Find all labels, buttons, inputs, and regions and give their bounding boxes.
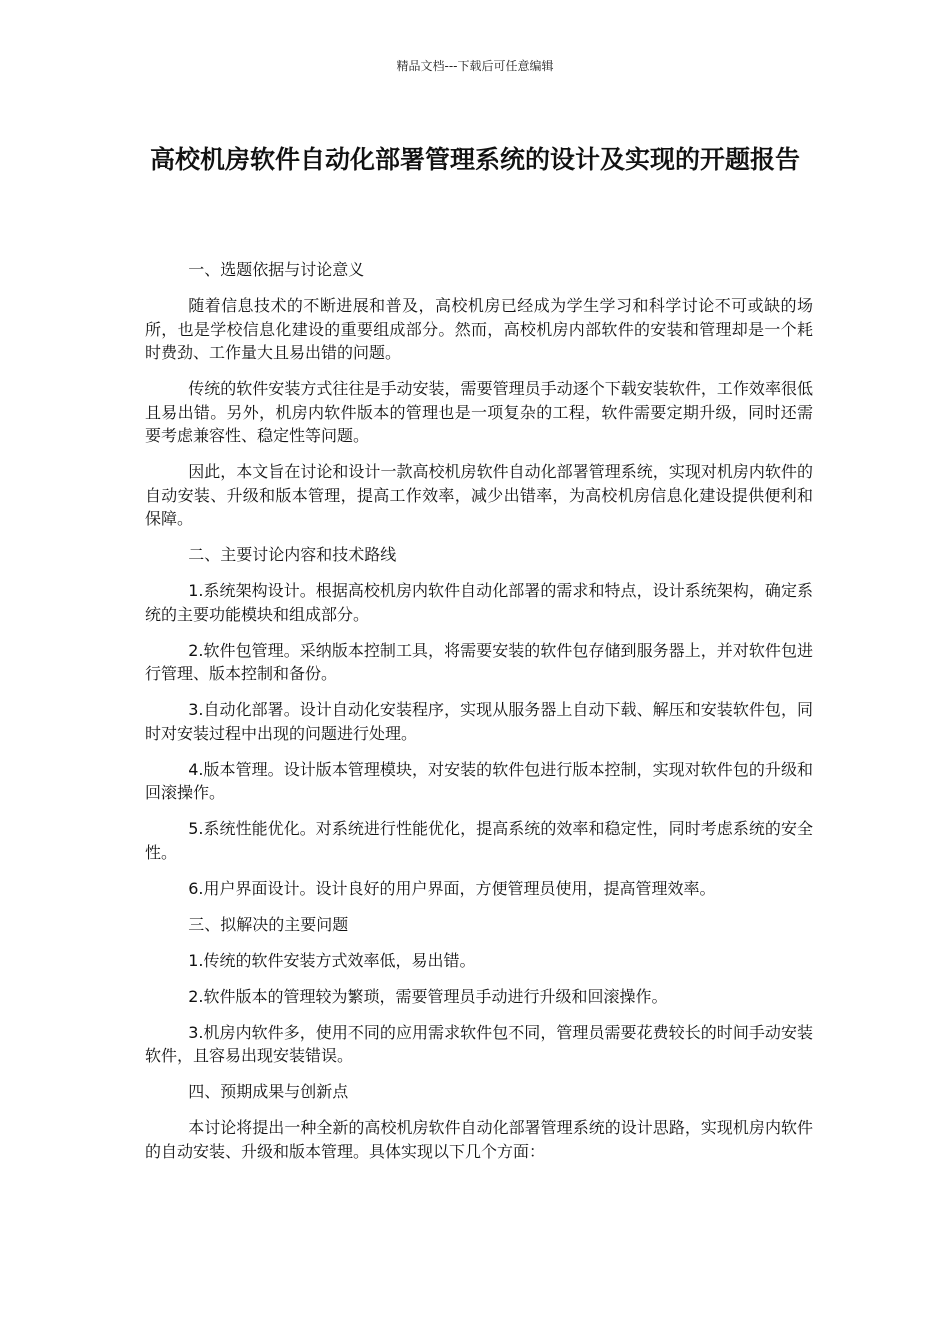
section-heading-3: 三、拟解决的主要问题	[188, 914, 349, 934]
list-item: 6.用户界面设计。设计良好的用户界面，方便管理员使用，提高管理效率。	[188, 878, 716, 898]
list-item: 1.传统的软件安装方式效率低，易出错。	[188, 950, 476, 970]
document-body	[145, 258, 813, 1176]
paragraph: 传统的软件安装方式往往是手动安装，需要管理员手动逐个下载安装软件，工作效率很低且易出错。另外，机房内软件版本的管理也是一项复杂的工程，软件需要定期升级，同时还需要考虑兼容性、稳定性等问题。	[145, 379, 813, 445]
section-heading-4: 四、预期成果与创新点	[188, 1082, 349, 1101]
list-item: 2.软件版本的管理较为繁琐，需要管理员手动进行升级和回滚操作。	[188, 986, 668, 1006]
paragraph: 因此，本文旨在讨论和设计一款高校机房软件自动化部署管理系统，实现对机房内软件的自动安装、升级和版本管理，提高工作效率，减少出错率，为高校机房信息化建设提供便利和保障。	[145, 462, 813, 528]
section-heading-1: 一、选题依据与讨论意义	[188, 260, 365, 279]
list-item: 1.系统架构设计。根据高校机房内软件自动化部署的需求和特点，设计系统架构，确定系统的主要功能模块和组成部分。	[145, 581, 813, 624]
paragraph: 本讨论将提出一种全新的高校机房软件自动化部署管理系统的设计思路，实现机房内软件的自动安装、升级和版本管理。具体实现以下几个方面：	[145, 1118, 813, 1161]
document-title: 高校机房软件自动化部署管理系统的设计及实现的开题报告	[149, 145, 800, 174]
list-item: 3.机房内软件多，使用不同的应用需求软件包不同，管理员需要花费较长的时间手动安装软件，且容易出现安装错误。	[145, 1022, 813, 1065]
list-item: 3.自动化部署。设计自动化安装程序，实现从服务器上自动下载、解压和安装软件包，同时对安装过程中出现的问题进行处理。	[145, 700, 813, 743]
list-item: 4.版本管理。设计版本管理模块，对安装的软件包进行版本控制，实现对软件包的升级和回滚操作。	[145, 759, 813, 802]
list-item: 2.软件包管理。采纳版本控制工具，将需要安装的软件包存储到服务器上，并对软件包进行管理、版本控制和备份。	[145, 640, 813, 683]
list-item: 5.系统性能优化。对系统进行性能优化，提高系统的效率和稳定性，同时考虑系统的安全性。	[145, 819, 813, 862]
page-header-note: 精品文档---下载后可任意编辑	[396, 59, 554, 73]
section-heading-2: 二、主要讨论内容和技术路线	[188, 545, 397, 564]
paragraph: 随着信息技术的不断进展和普及，高校机房已经成为学生学习和科学讨论不可或缺的场所，也是学校信息化建设的重要组成部分。然而，高校机房内部软件的安装和管理却是一个耗时费劲、工作量大且易出错的问题。	[145, 296, 813, 362]
